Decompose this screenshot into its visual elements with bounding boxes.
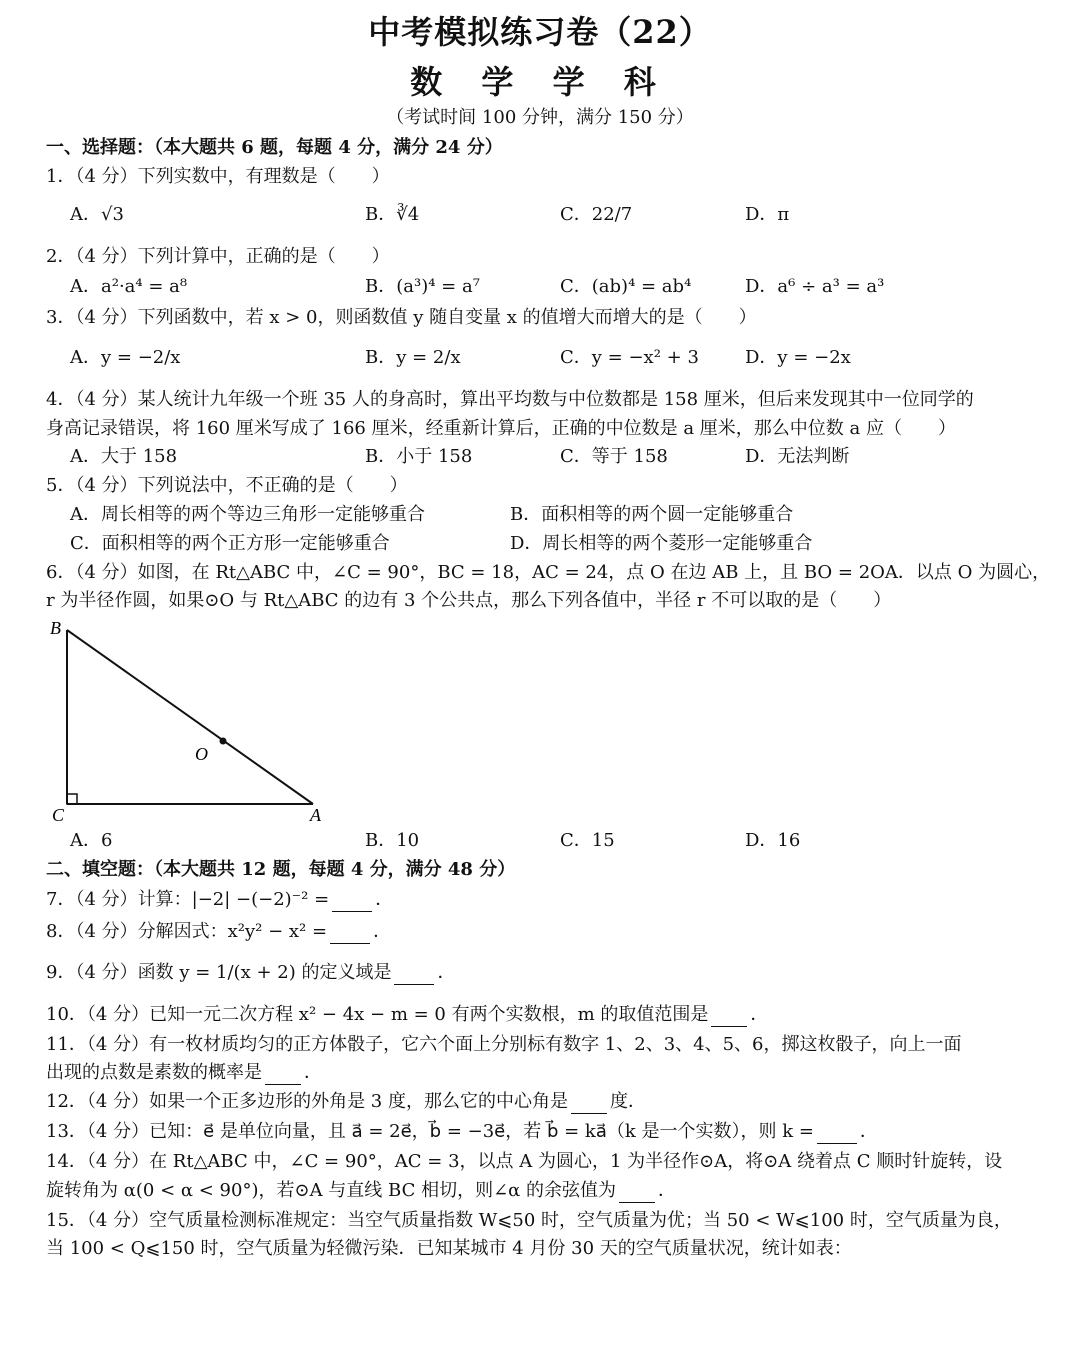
question-5-option-b: B．面积相等的两个圆一定能够重合 — [510, 504, 794, 525]
label-a: A — [310, 805, 321, 825]
answer-blank-10[interactable] — [711, 1008, 747, 1027]
answer-blank-13[interactable] — [817, 1125, 857, 1144]
question-14-text: 旋转角为 α(0 < α < 90°)，若⊙A 与直线 BC 相切，则∠α 的余弦值为 — [46, 1180, 617, 1201]
question-3-stem: 3．（4 分）下列函数中，若 x > 0，则函数值 y 随自变量 x 的值增大而增大的是（ ） — [46, 307, 757, 328]
question-5-stem: 5．（4 分）下列说法中，不正确的是（ ） — [46, 475, 408, 496]
question-8-text: 8．（4 分）分解因式：x²y² − x² = — [46, 921, 328, 942]
question-3-option-a: A．y = −2/x — [70, 347, 181, 368]
question-11-line-2 — [46, 1061, 322, 1085]
question-6-option-a: A．6 — [70, 830, 113, 851]
question-14-end: ． — [658, 1180, 677, 1201]
question-3-option-c: C．y = −x² + 3 — [560, 347, 699, 368]
exam-note: （考试时间 100 分钟，满分 150 分） — [386, 107, 694, 128]
answer-blank-12[interactable] — [571, 1095, 607, 1114]
question-4-option-b: B．小于 158 — [365, 446, 473, 467]
question-5-option-c: C．面积相等的两个正方形一定能够重合 — [70, 533, 390, 554]
question-6-option-c: C．15 — [560, 830, 615, 851]
section-heading-fill: 二、填空题：（本大题共 12 题，每题 4 分，满分 48 分） — [46, 859, 516, 880]
question-12-text: 12．（4 分）如果一个正多边形的外角是 3 度，那么它的中心角是 — [46, 1091, 568, 1112]
question-2-option-d: D．a⁶ ÷ a³ = a³ — [745, 276, 885, 297]
section-heading-choice: 一、选择题：（本大题共 6 题，每题 4 分，满分 24 分） — [46, 137, 503, 158]
question-9 — [46, 961, 455, 985]
question-3-option-b: B．y = 2/x — [365, 347, 461, 368]
answer-blank-11[interactable] — [265, 1066, 301, 1085]
question-5-option-d: D．周长相等的两个菱形一定能够重合 — [510, 533, 813, 554]
question-4-line-1: 4．（4 分）某人统计九年级一个班 35 人的身高时，算出平均数与中位数都是 158 厘米，但后来发现其中一位同学的 — [46, 389, 974, 410]
question-12 — [46, 1090, 646, 1114]
question-1-option-c: C．22/7 — [560, 204, 633, 225]
question-4-option-a: A．大于 158 — [70, 446, 178, 467]
answer-blank-8[interactable] — [330, 925, 370, 944]
answer-blank-9[interactable] — [394, 966, 434, 985]
question-5-option-a: A．周长相等的两个等边三角形一定能够重合 — [70, 504, 425, 525]
side-ab — [67, 630, 313, 804]
question-2-option-b: B．(a³)⁴ = a⁷ — [365, 276, 480, 297]
question-13-text: 13．（4 分）已知：e⃗ 是单位向量，且 a⃗ = 2e⃗，b⃗ = −3e⃗，若 b⃗ = ka⃗（k 是一个实数），则 k = — [46, 1121, 814, 1142]
triangle-figure — [40, 614, 340, 826]
exam-title: 中考模拟练习卷（22） — [368, 13, 712, 51]
question-8 — [46, 920, 391, 944]
question-1-option-b: B．∛4 — [365, 204, 420, 225]
question-12-end: 度． — [609, 1091, 646, 1112]
question-1-stem: 1．（4 分）下列实数中，有理数是（ ） — [46, 166, 390, 187]
question-14-line-2 — [46, 1179, 676, 1203]
question-1-option-d: D．π — [745, 204, 790, 225]
question-2-option-c: C．(ab)⁴ = ab⁴ — [560, 276, 692, 297]
label-b: B — [50, 618, 61, 638]
question-2-option-a: A．a²·a⁴ = a⁸ — [70, 276, 188, 297]
point-o-dot — [220, 738, 227, 745]
question-15-line-2: 当 100 < Q⩽150 时，空气质量为轻微污染．已知某城市 4 月份 30 天的空气质量状况，统计如表： — [46, 1238, 852, 1259]
label-o: O — [195, 744, 208, 764]
answer-blank-7[interactable] — [332, 893, 372, 912]
question-8-end: ． — [373, 921, 392, 942]
question-10 — [46, 1003, 768, 1027]
question-6-line-2: r 为半径作圆，如果⊙O 与 Rt△ABC 的边有 3 个公共点，那么下列各值中，半径 r 不可以取的是（ ） — [46, 590, 892, 611]
right-angle-mark — [67, 794, 77, 804]
subject-title: 数 学 学 科 — [410, 63, 670, 101]
question-13 — [46, 1120, 878, 1144]
question-14-line-1: 14．（4 分）在 Rt△ABC 中，∠C = 90°，AC = 3，以点 A 为圆心，1 为半径作⊙A，将⊙A 绕着点 C 顺时针旋转，设 — [46, 1151, 1003, 1172]
question-7-end: ． — [375, 889, 394, 910]
question-9-text: 9．（4 分）函数 y = 1/(x + 2) 的定义域是 — [46, 962, 392, 983]
question-11-end: ． — [304, 1062, 322, 1083]
label-c: C — [52, 805, 65, 825]
question-6-line-1: 6．（4 分）如图，在 Rt△ABC 中，∠C = 90°，BC = 18，AC = 24，点 O 在边 AB 上，且 BO = 2OA．以点 O 为圆心， — [46, 562, 1051, 583]
question-3-option-d: D．y = −2x — [745, 347, 851, 368]
question-4-option-d: D．无法判断 — [745, 446, 850, 467]
question-4-option-c: C．等于 158 — [560, 446, 668, 467]
question-9-end: ． — [437, 962, 456, 983]
question-4-line-2: 身高记录错误，将 160 厘米写成了 166 厘米，经重新计算后，正确的中位数是 a 厘米，那么中位数 a 应（ ） — [46, 418, 956, 439]
question-7-text: 7．（4 分）计算：|−2| −(−2)⁻² = — [46, 889, 330, 910]
question-2-stem: 2．（4 分）下列计算中，正确的是（ ） — [46, 246, 390, 267]
question-1-option-a: A．√3 — [70, 204, 124, 225]
question-10-end: ． — [750, 1004, 769, 1025]
answer-blank-14[interactable] — [619, 1184, 655, 1203]
question-6-option-b: B．10 — [365, 830, 420, 851]
question-15-line-1: 15．（4 分）空气质量检测标准规定：当空气质量指数 W⩽50 时，空气质量为优；当 50 < W⩽100 时，空气质量为良， — [46, 1210, 1012, 1231]
question-11-line-1: 11．（4 分）有一枚材质均匀的正方体骰子，它六个面上分别标有数字 1、2、3、4、5、6，掷这枚骰子，向上一面 — [46, 1034, 962, 1055]
question-6-option-d: D．16 — [745, 830, 801, 851]
question-7 — [46, 888, 393, 912]
question-10-text: 10．（4 分）已知一元二次方程 x² − 4x − m = 0 有两个实数根，m 的取值范围是 — [46, 1004, 709, 1025]
question-11-text: 出现的点数是素数的概率是 — [46, 1062, 262, 1083]
question-13-end: ． — [859, 1121, 878, 1142]
